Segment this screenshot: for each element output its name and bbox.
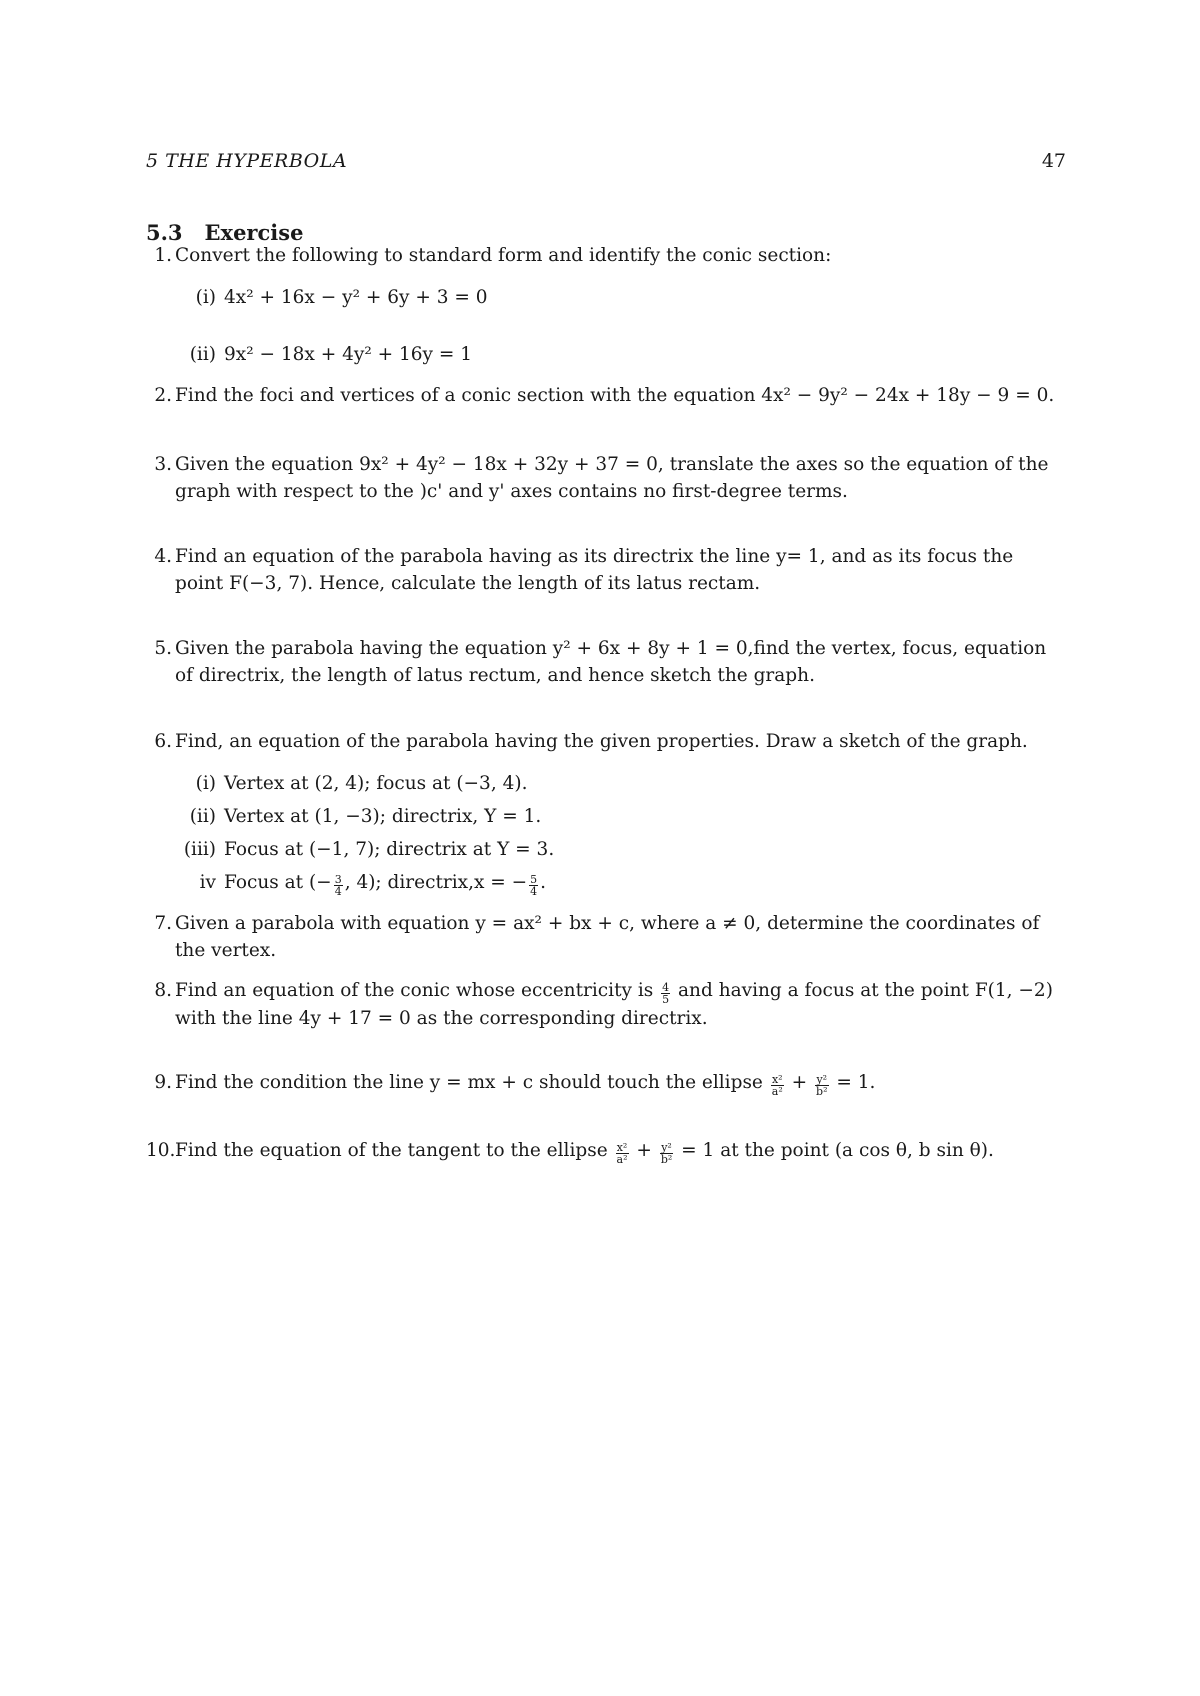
exercise-5	[146, 635, 1066, 689]
exercise-text: Given the equation 9x² + 4y² − 18x + 32y + 37 = 0, translate the axes so the equation of the graph with respect to the )c' and y' axes contains no first-degree terms.	[175, 454, 1049, 502]
part-text	[224, 872, 547, 898]
exercise-7	[146, 910, 1066, 964]
exercise-text-after: = 1.	[836, 1072, 876, 1093]
fraction-denominator: 5	[662, 993, 670, 1006]
part-text: 9x² − 18x + 4y² + 16y = 1	[224, 344, 473, 365]
fraction-numerator: 4	[662, 981, 670, 994]
exercise-text: Find the foci and vertices of a conic section with the equation 4x² − 9y² − 24x + 18y − 9 = 0.	[175, 385, 1055, 406]
fraction-denominator: a²	[771, 1085, 783, 1098]
exercise-6-part-iv	[170, 869, 1050, 897]
section-title: Exercise	[204, 220, 304, 245]
part-label: (i)	[195, 287, 216, 308]
exercise-9	[146, 1069, 1066, 1097]
exercise-text: Find, an equation of the parabola having the given properties. Draw a sketch of the graph.	[175, 731, 1028, 752]
exercise-6-part-iii	[170, 836, 1050, 863]
fraction-denominator: b²	[660, 1153, 673, 1166]
fraction-denominator: 4	[334, 885, 342, 898]
fraction	[660, 1142, 673, 1165]
exercise-number: 3.	[154, 454, 172, 475]
section-number: 5.3	[146, 220, 183, 245]
exercise-text: Given a parabola with equation y = ax² + bx + c, where a ≠ 0, determine the coordinates of the vertex.	[175, 913, 1040, 961]
exercise-6-part-ii	[170, 803, 1050, 830]
part-label: (iii)	[183, 839, 216, 860]
exercise-text-before: Find an equation of the conic whose eccentricity is	[175, 980, 654, 1001]
exercise-text: Find an equation of the parabola having as its directrix the line y= 1, and as its focus the point F(−3, 7). Hence, calculate the length of its latus rectam.	[175, 546, 1014, 594]
part-label: (ii)	[189, 806, 216, 827]
fraction-denominator: 4	[530, 885, 538, 898]
exercise-number: 4.	[154, 546, 172, 567]
part-label: (ii)	[189, 344, 216, 365]
exercise-1	[146, 242, 1066, 269]
part-text: Vertex at (2, 4); focus at (−3, 4).	[224, 773, 528, 794]
exercise-3	[146, 451, 1066, 505]
fraction	[815, 1074, 828, 1097]
exercise-number: 2.	[154, 385, 172, 406]
exercise-number: 1.	[154, 245, 172, 266]
exercise-1-part-i	[170, 284, 1050, 311]
exercise-6-part-i	[170, 770, 1050, 797]
part-label: (i)	[195, 773, 216, 794]
exercise-text-after: = 1 at the point (a cos θ, b sin θ).	[681, 1140, 994, 1161]
fraction	[529, 874, 538, 897]
exercise-text: Convert the following to standard form and identify the conic section:	[175, 245, 832, 266]
plus-sign: +	[636, 1140, 652, 1161]
exercise-number: 8.	[154, 980, 172, 1001]
exercise-2	[146, 382, 1066, 409]
exercise-8	[146, 977, 1066, 1032]
part-text: Focus at (−1, 7); directrix at Y = 3.	[224, 839, 555, 860]
fraction-denominator: b²	[816, 1085, 828, 1098]
fraction	[771, 1074, 784, 1097]
part-text: Vertex at (1, −3); directrix, Y = 1.	[224, 806, 542, 827]
part-text-middle: , 4); directrix,x = −	[344, 872, 528, 893]
fraction	[661, 982, 670, 1005]
chapter-title: 5 THE HYPERBOLA	[146, 150, 348, 172]
fraction	[334, 874, 343, 897]
part-text: 4x² + 16x − y² + 6y + 3 = 0	[224, 287, 488, 308]
exercise-text: Given the parabola having the equation y² + 6x + 8y + 1 = 0,find the vertex, focus, equation of directrix, the length of latus rectum, and hence sketch the graph.	[175, 638, 1047, 686]
part-label: iv	[199, 872, 216, 893]
part-text-after: .	[540, 872, 547, 893]
exercise-10	[146, 1137, 1066, 1165]
exercise-number: 5.	[154, 638, 172, 659]
exercise-text-before: Find the equation of the tangent to the ellipse	[175, 1140, 608, 1161]
exercise-6	[146, 728, 1066, 755]
exercise-text-after: and having a focus at the point F(1, −2) with the line 4y + 17 = 0 as the corresponding directrix.	[175, 980, 1053, 1029]
fraction-numerator: y²	[661, 1141, 672, 1154]
exercise-text	[175, 1137, 1066, 1165]
exercise-4	[146, 543, 1066, 597]
exercise-text-before: Find the condition the line y = mx + c should touch the ellipse	[175, 1072, 763, 1093]
part-text-before: Focus at (−	[224, 872, 332, 893]
exercise-number: 6.	[154, 731, 172, 752]
fraction	[616, 1142, 629, 1165]
fraction-numerator: 5	[530, 873, 538, 886]
running-header	[146, 150, 1066, 172]
fraction-numerator: 3	[334, 873, 342, 886]
exercise-text	[175, 977, 1066, 1032]
exercise-number: 7.	[154, 913, 172, 934]
fraction-denominator: a²	[616, 1153, 628, 1166]
page-number: 47	[1041, 150, 1066, 172]
fraction-numerator: x²	[616, 1141, 628, 1154]
exercise-text	[175, 1069, 1066, 1097]
exercise-number: 9.	[154, 1072, 172, 1093]
fraction-numerator: y²	[816, 1073, 828, 1086]
plus-sign: +	[791, 1072, 808, 1093]
exercise-number: 10.	[146, 1140, 176, 1161]
fraction-numerator: x²	[771, 1073, 783, 1086]
exercise-1-part-ii	[170, 341, 1050, 368]
